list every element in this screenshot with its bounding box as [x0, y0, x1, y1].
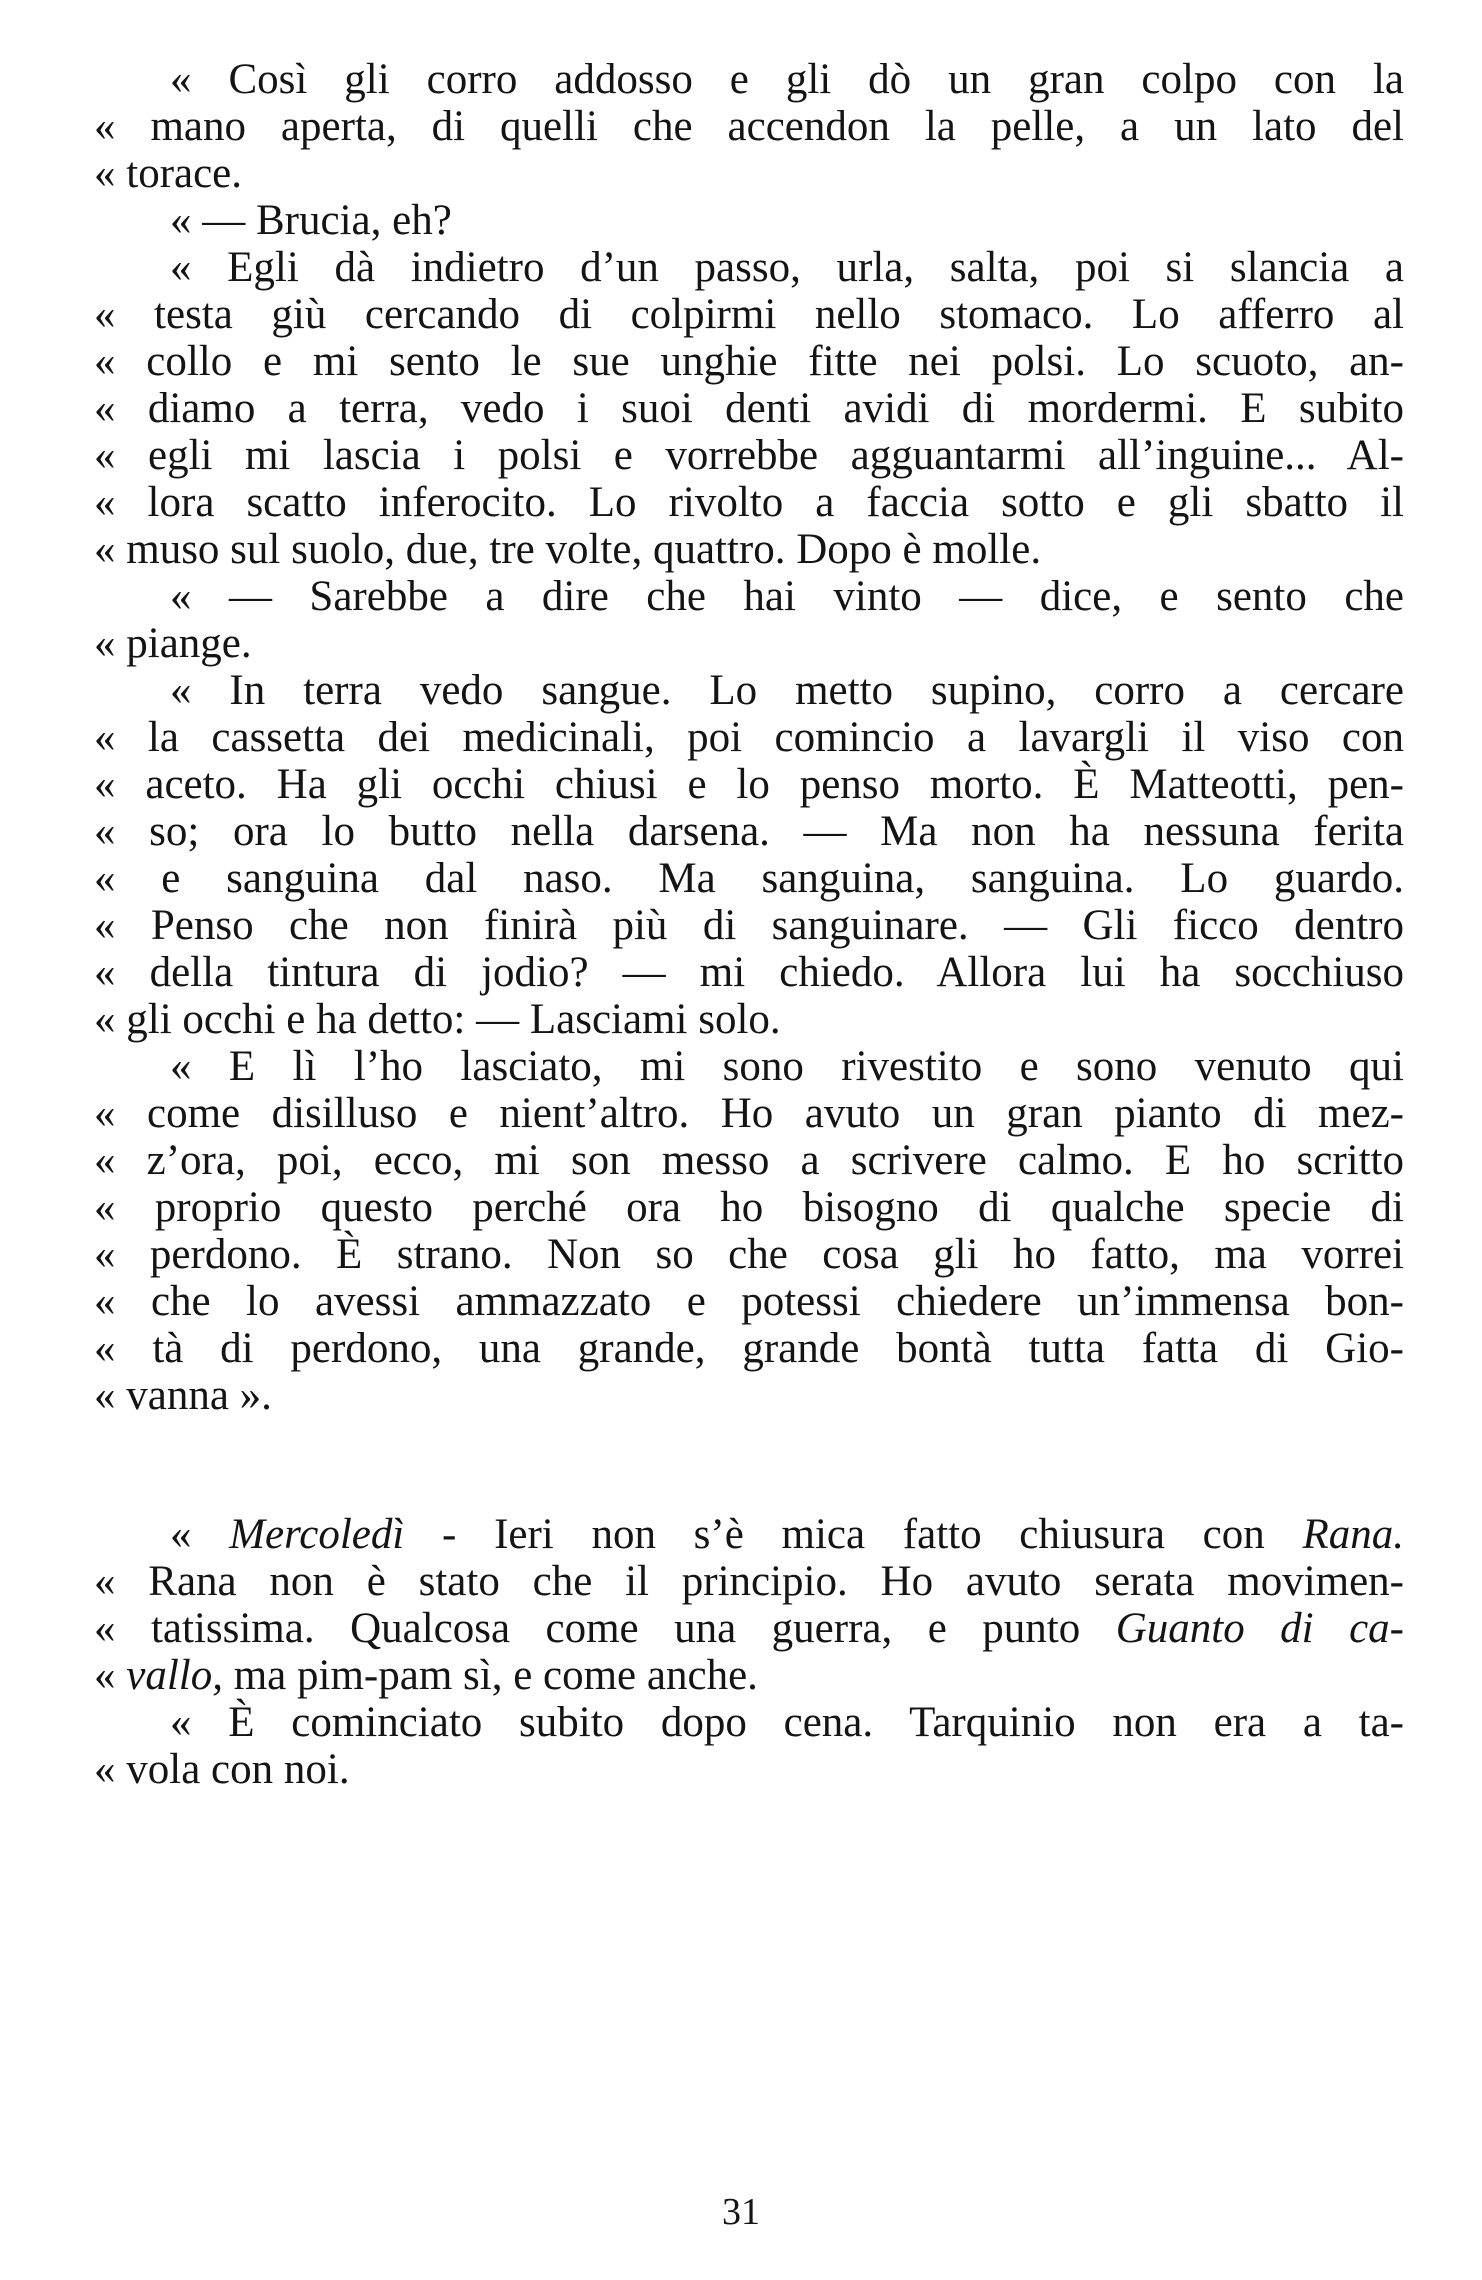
italic-title: vallo,: [126, 1652, 223, 1699]
text-line: « piange.: [94, 620, 252, 667]
text-line: « diamo a terra, vedo i suoi denti avidi di mordermi. E subito: [94, 385, 1404, 432]
text-line: « muso sul suolo, due, tre volte, quattro. Dopo è molle.: [94, 526, 1042, 573]
text-line: « mano aperta, di quelli che accendon la pelle, a un lato del: [94, 103, 1404, 150]
text-line: [94, 1604, 1404, 1654]
text-line: « Così gli corro addosso e gli dò un gran colpo con la: [170, 56, 1404, 103]
text-line: « Rana non è stato che il principio. Ho avuto serata movimen-: [94, 1558, 1404, 1605]
text-line: « E lì l’ho lasciato, mi sono rivestito e sono venuto qui: [170, 1043, 1404, 1090]
text-line: « come disilluso e nient’altro. Ho avuto un gran pianto di mez-: [94, 1090, 1404, 1137]
italic-title: Guanto di ca-: [1115, 1605, 1404, 1652]
text-line: « Penso che non finirà più di sanguinare. — Gli ficco dentro: [94, 902, 1404, 949]
text-line: « vola con noi.: [94, 1746, 350, 1793]
text-line: « vanna ».: [94, 1372, 272, 1419]
text-line: « — Brucia, eh?: [170, 197, 452, 244]
text-line: « È cominciato subito dopo cena. Tarquinio non era a ta-: [170, 1699, 1404, 1746]
text-run: « tatissima. Qualcosa come una guerra, e punto: [94, 1605, 1116, 1652]
text-run: - Ieri non s’è mica fatto chiusura con: [404, 1511, 1303, 1558]
italic-title: Rana.: [1302, 1511, 1405, 1558]
text-line: « lora scatto inferocito. Lo rivolto a faccia sotto e gli sbatto il: [94, 479, 1404, 526]
text-line: « proprio questo perché ora ho bisogno di qualche specie di: [94, 1184, 1404, 1231]
text-line: « collo e mi sento le sue unghie fitte nei polsi. Lo scuoto, an-: [94, 338, 1404, 385]
text-run: «: [170, 1511, 230, 1558]
text-line: [94, 1651, 758, 1701]
text-line: « perdono. È strano. Non so che cosa gli ho fatto, ma vorrei: [94, 1231, 1404, 1278]
text-line: « so; ora lo butto nella darsena. — Ma non ha nessuna ferita: [94, 808, 1404, 855]
text-line: « testa giù cercando di colpirmi nello stomaco. Lo afferro al: [94, 291, 1404, 338]
text-line: « gli occhi e ha detto: — Lasciami solo.: [94, 996, 781, 1043]
text-line: « — Sarebbe a dire che hai vinto — dice, e sento che: [170, 573, 1404, 620]
text-run: ma pim-pam sì, e come anche.: [222, 1652, 758, 1699]
text-line: « tà di perdono, una grande, grande bontà tutta fatta di Gio-: [94, 1325, 1404, 1372]
text-line: « egli mi lascia i polsi e vorrebbe agguantarmi all’inguine... Al-: [94, 432, 1404, 479]
text-line: « z’ora, poi, ecco, mi son messo a scrivere calmo. E ho scritto: [94, 1137, 1404, 1184]
entry-day: Mercoledì: [229, 1511, 405, 1558]
text-line: « della tintura di jodio? — mi chiedo. Allora lui ha socchiuso: [94, 949, 1404, 996]
text-line: « Egli dà indietro d’un passo, urla, salta, poi si slancia a: [170, 244, 1404, 291]
text-line: « che lo avessi ammazzato e potessi chiedere un’immensa bon-: [94, 1278, 1404, 1325]
page-number: 31: [722, 2191, 760, 2233]
text-line: « e sanguina dal naso. Ma sanguina, sanguina. Lo guardo.: [94, 855, 1404, 902]
text-run: «: [94, 1652, 127, 1699]
text-line: « In terra vedo sangue. Lo metto supino, corro a cercare: [170, 667, 1404, 714]
text-line: « aceto. Ha gli occhi chiusi e lo penso morto. È Matteotti, pen-: [94, 761, 1404, 808]
text-line: « la cassetta dei medicinali, poi comincio a lavargli il viso con: [94, 714, 1404, 761]
text-line: [170, 1510, 1404, 1560]
text-line: « torace.: [94, 150, 243, 197]
